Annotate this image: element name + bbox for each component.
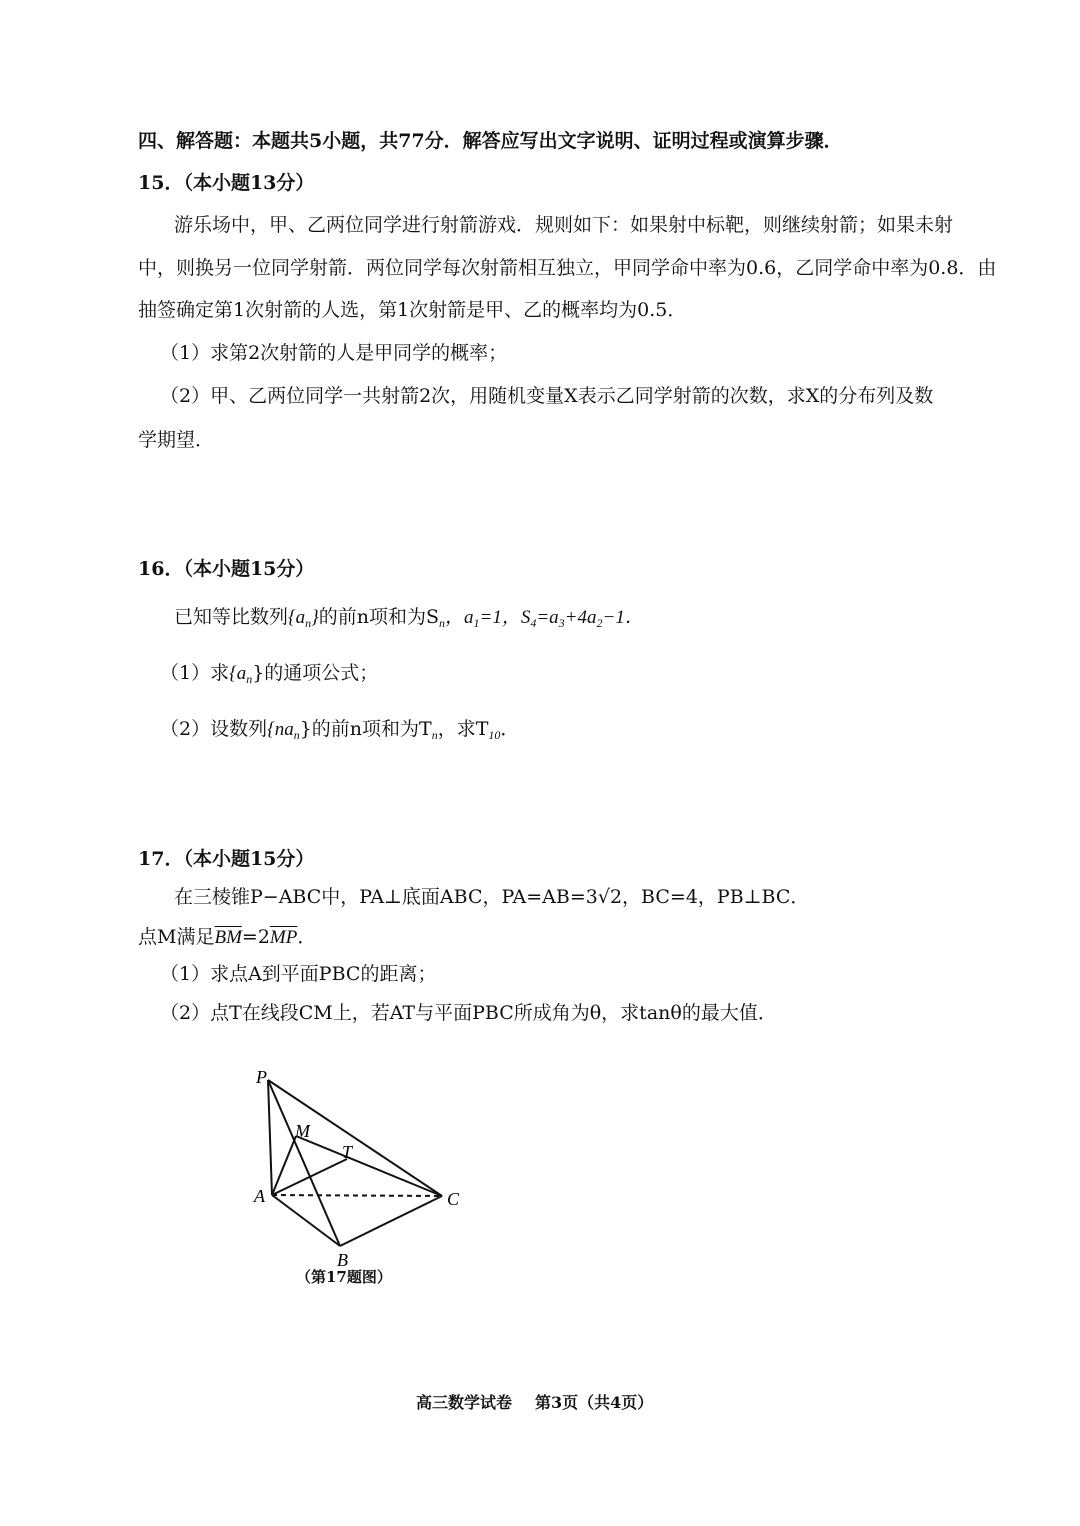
q17-part-1: （1）求点A到平面PBC的距离； (160, 963, 437, 985)
edge-pa (268, 1080, 272, 1195)
vector-mp: $\overline{MP}$ (269, 927, 298, 948)
q15-part-2-line-2: 学期望． (138, 429, 215, 451)
label-b: B (337, 1250, 348, 1270)
q17-stem-line-2: 点M满足$\overline{BM}=2\overline{MP}$． (138, 926, 317, 948)
label-p: P (256, 1067, 267, 1087)
q17-header: 17．（本小题15分） (138, 848, 315, 870)
q15-stem-line-2: 中，则换另一位同学射箭．两位同学每次射箭相互独立，甲同学命中率为0.6，乙同学命中率为0.8．由 (138, 257, 997, 279)
q16-header: 16．（本小题15分） (138, 558, 315, 580)
label-c: C (447, 1189, 460, 1209)
q15-stem-line-3: 抽签确定第1次射箭的人选，第1次射箭是甲、乙的概率均为0.5． (138, 299, 687, 321)
figure-caption: （第17题图） (296, 1268, 392, 1286)
label-t: T (342, 1142, 353, 1162)
q16-part-1: （1）求$\{a_n\}$的通项公式； (160, 662, 379, 686)
q15-part-1: （1）求第2次射箭的人是甲同学的概率； (160, 342, 508, 364)
q16-stem-prefix: 已知等比数列 (174, 606, 289, 628)
q16-stem-conditions: ，$a_1=1$，$S_4=a_3+4a_2-1$． (445, 607, 644, 630)
segment-mc (296, 1136, 442, 1196)
q16-stem: 已知等比数列$\{a_n\}$的前n项和为$S_n$，$a_1=1$，$S_4=a_3+4a_2-1$． (174, 606, 644, 630)
section-heading: 四、解答题：本题共5小题，共77分．解答应写出文字说明、证明过程或演算步骤． (138, 130, 843, 152)
q15-part-2-line-1: （2）甲、乙两位同学一共射箭2次，用随机变量X表示乙同学射箭的次数，求X的分布列及数 (160, 385, 934, 407)
label-a: A (254, 1186, 265, 1206)
edge-bc (340, 1196, 442, 1246)
q16-stem-mid: 的前n项和为S (318, 606, 439, 628)
footer-title: 高三数学试卷 (416, 1393, 513, 1412)
edge-ac-hidden (272, 1195, 442, 1196)
segment-at (272, 1159, 347, 1195)
q16-part-2: （2）设数列$\{na_n\}$的前n项和为$T_n$，求$T_{10}$． (160, 718, 520, 742)
vector-bm: $\overline{BM}$ (214, 927, 242, 948)
q17-stem-line-1: 在三棱锥P−ABC中，PA⊥底面ABC，PA=AB=3√2，BC=4，PB⊥BC． (174, 886, 810, 908)
label-m: M (295, 1121, 310, 1141)
q15-stem-line-1: 游乐场中，甲、乙两位同学进行射箭游戏．规则如下：如果射中标靶，则继续射箭；如果未射 (174, 214, 954, 236)
q16-stem-seq: $\{a_n\}$ (288, 607, 319, 630)
q17-part-2: （2）点T在线段CM上，若AT与平面PBC所成角为θ，求tanθ的最大值． (160, 1002, 777, 1024)
footer-page: 第3页（共4页） (535, 1393, 654, 1412)
q15-header: 15．（本小题13分） (138, 172, 315, 194)
